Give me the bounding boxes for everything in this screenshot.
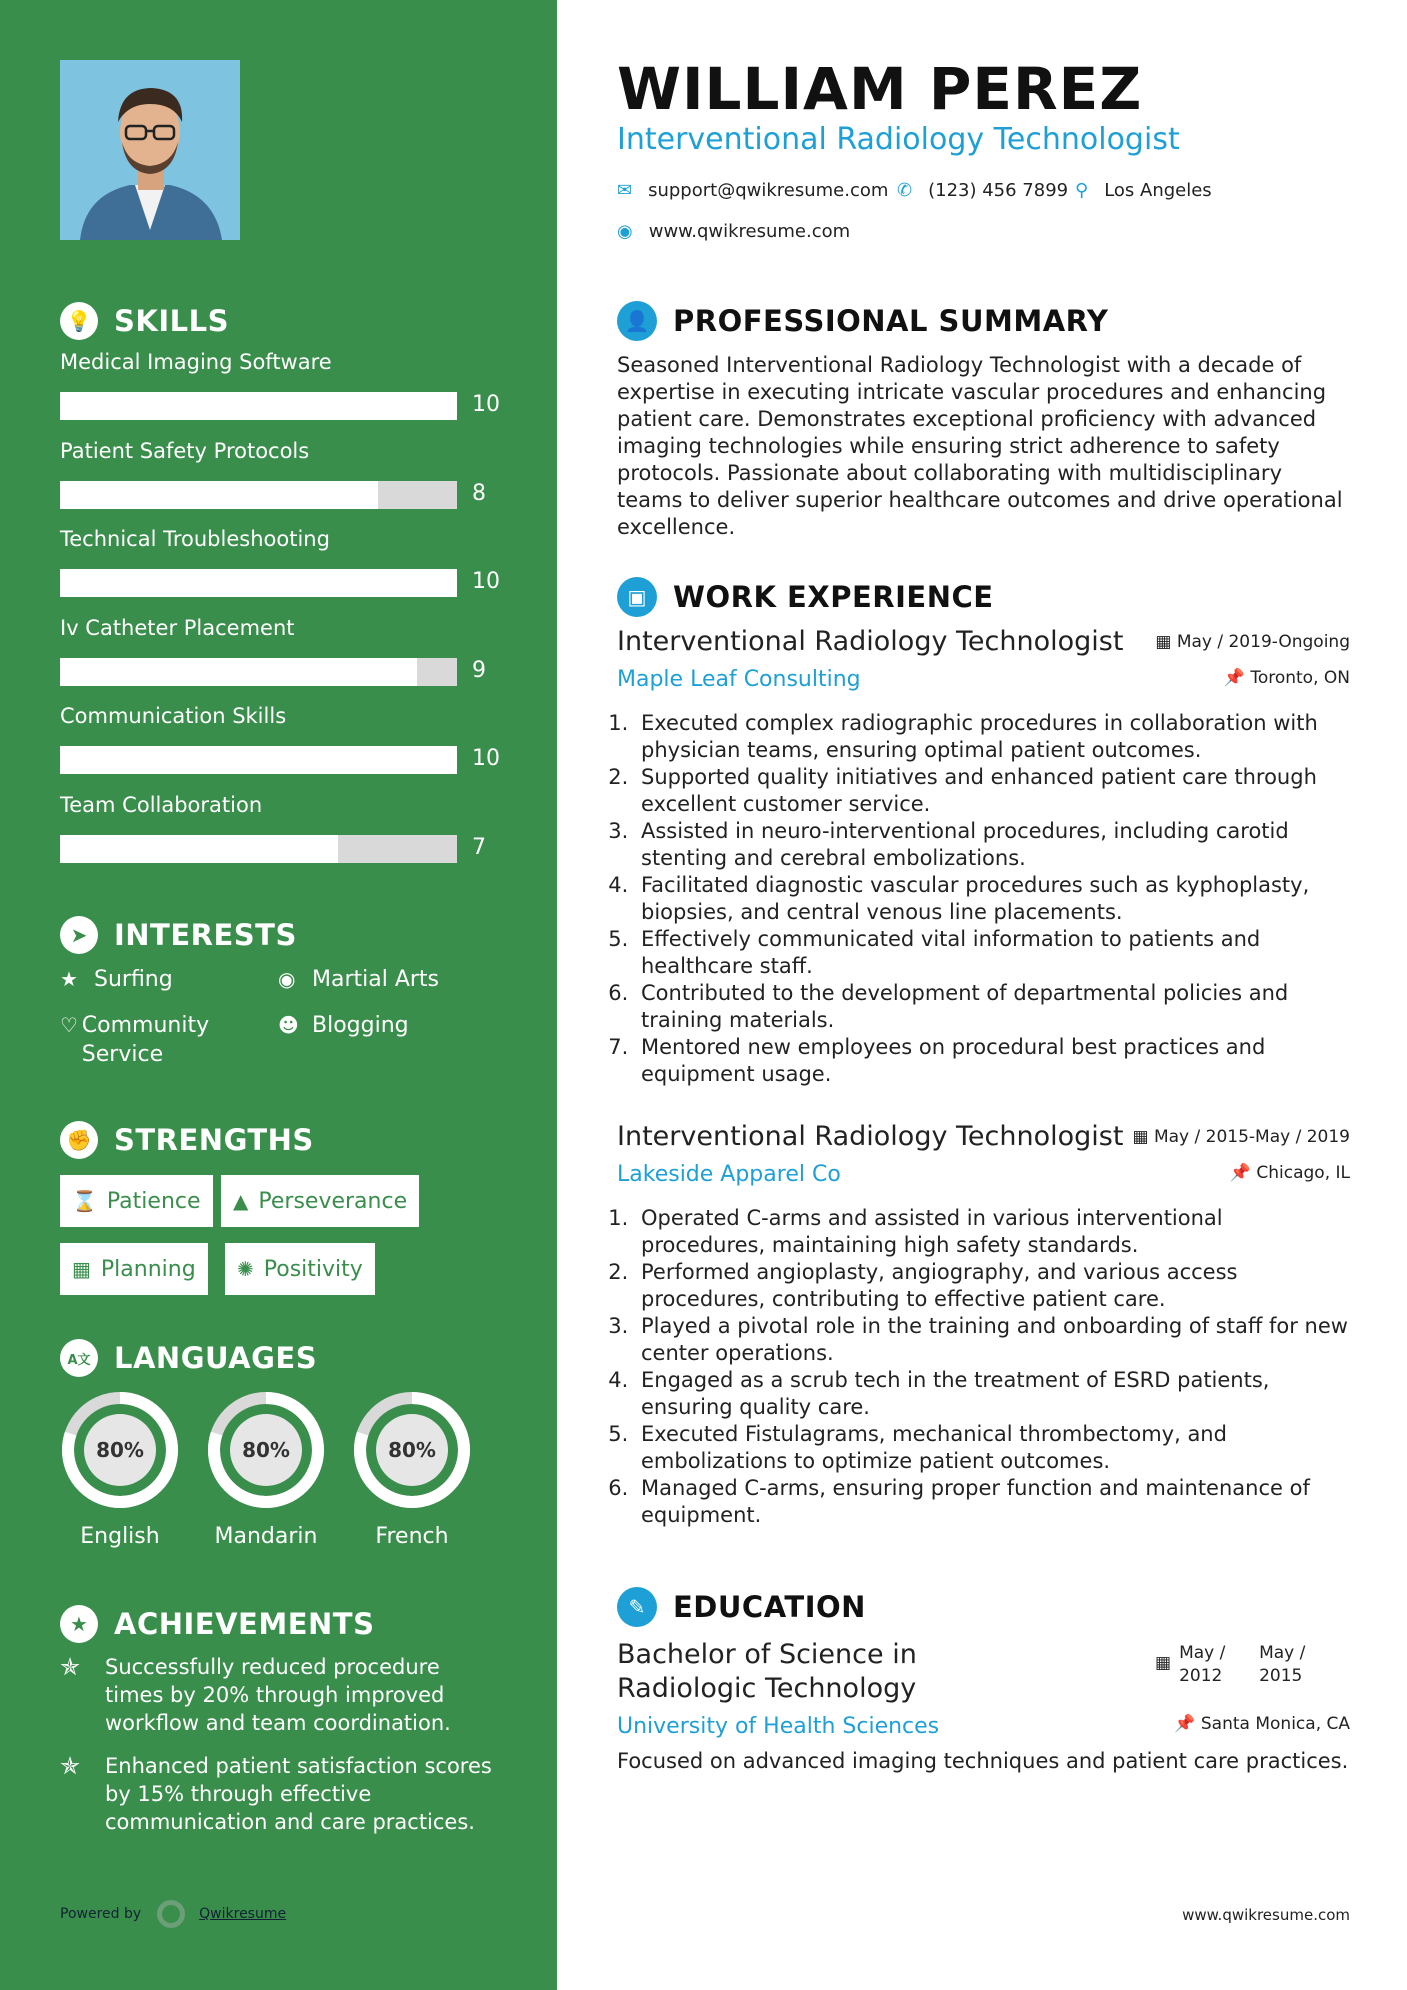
skill-bar-fill (60, 658, 417, 686)
job-dates (1133, 1127, 1351, 1147)
contact-website[interactable] (617, 221, 850, 242)
skill-item (60, 704, 500, 771)
language-percent: 80% (96, 1438, 144, 1462)
hourglass-icon: ⌛ (72, 1189, 97, 1213)
job-location (1230, 1163, 1350, 1183)
skill-item (60, 793, 500, 860)
star-icon: ★ (60, 967, 78, 991)
skill-bar-fill (60, 835, 338, 863)
language-name: French (375, 1524, 449, 1549)
strength-tag (225, 1243, 375, 1295)
interests-header (60, 916, 297, 954)
language-name: Mandarin (214, 1524, 318, 1549)
job-bullets (617, 710, 1350, 1088)
experience-header (617, 577, 994, 617)
paper-plane-icon: ➤ (60, 916, 98, 954)
qwikresume-logo-icon (157, 1900, 185, 1928)
calendar-icon: ▦ (1155, 632, 1177, 652)
language-icon: A文 (60, 1339, 98, 1377)
user-icon: 👤 (617, 301, 657, 341)
skill-value: 7 (472, 835, 486, 860)
company-name: Lakeside Apparel Co (617, 1162, 841, 1187)
summary-text: Seasoned Interventional Radiology Technologist with a decade of expertise in executing intricate vascular procedures and enhancing patient care. Demonstrates exceptional proficiency with advanced imaging technologies while ensuring strict adherence to safety protocols. Passionate about collaborating with multidisciplinary teams to deliver superior healthcare outcomes and drive operational excellence. (617, 353, 1343, 539)
skill-bar-fill (60, 392, 457, 420)
job-location (1224, 668, 1350, 688)
job-dates-text: May / 2019-Ongoing (1176, 632, 1350, 652)
languages-title: LANGUAGES (114, 1341, 318, 1375)
strength-tag (60, 1243, 208, 1295)
job-bullet: 1. Executed complex radiographic procedures in collaboration with physician teams, ensuring optimal patient outcomes. (635, 710, 1350, 764)
interest-item (60, 965, 260, 994)
email-text: support@qwikresume.com (648, 180, 889, 201)
language-ring (204, 1388, 328, 1512)
job-bullet: 4. Facilitated diagnostic vascular procedures such as kyphoplasty, biopsies, and central venous line placements. (635, 872, 1350, 926)
road-icon: ▲ (233, 1189, 249, 1213)
group-icon: ☻ (278, 1013, 299, 1037)
job-dates (1155, 632, 1350, 652)
achievement-text: Enhanced patient satisfaction scores by 15% through effective communication and care practices. (105, 1754, 492, 1834)
education-title: EDUCATION (673, 1590, 866, 1624)
calendar-icon: ▦ (1132, 1127, 1154, 1147)
skill-bar-track (60, 746, 457, 774)
phone-text: (123) 456 7899 (928, 180, 1069, 201)
job-bullet: 5. Effectively communicated vital information to patients and healthcare staff. (635, 926, 1350, 980)
skill-bar-fill (60, 481, 378, 509)
profile-photo (60, 60, 240, 240)
sun-icon: ✺ (237, 1257, 254, 1281)
skill-bar-track (60, 835, 457, 863)
interest-item (60, 1011, 220, 1069)
job-location-text: Toronto, ON (1250, 668, 1350, 688)
skill-name: Iv Catheter Placement (60, 616, 295, 640)
education-start: May / 2012 (1179, 1643, 1226, 1686)
job-location-text: Chicago, IL (1256, 1163, 1350, 1183)
graduation-icon: ✎ (617, 1587, 657, 1627)
interest-item (278, 965, 498, 994)
education-entry (617, 1638, 1350, 1773)
skill-item (60, 350, 500, 417)
language-item (58, 1388, 182, 1549)
skill-name: Technical Troubleshooting (60, 527, 330, 551)
job-bullet: 3. Played a pivotal role in the training and onboarding of staff for new center operations. (635, 1313, 1350, 1367)
summary-title: PROFESSIONAL SUMMARY (673, 304, 1109, 338)
strength-label: Planning (100, 1256, 196, 1282)
skill-value: 10 (472, 569, 500, 594)
languages-header (60, 1339, 317, 1377)
education-end: May / 2015 (1259, 1643, 1306, 1686)
skill-bar-track (60, 392, 457, 420)
job-title: Interventional Radiology Technologist (617, 626, 1124, 657)
job-title: Interventional Radiology Technologist (617, 1121, 1124, 1152)
skills-header (60, 302, 229, 340)
job-bullet: 7. Mentored new employees on procedural best practices and equipment usage. (635, 1034, 1350, 1088)
envelope-icon: ✉ (617, 180, 633, 201)
job-bullet: 6. Managed C-arms, ensuring proper function and maintenance of equipment. (635, 1475, 1350, 1529)
education-description: Focused on advanced imaging techniques and patient care practices. (617, 1749, 1349, 1773)
language-item (204, 1388, 328, 1549)
interest-label: Community Service (81, 1013, 210, 1067)
job-bullet: 2. Supported quality initiatives and enhanced patient care through excellent customer service. (635, 764, 1350, 818)
job-bullet: 5. Executed Fistulagrams, mechanical thrombectomy, and embolizations to optimize patient outcomes. (635, 1421, 1350, 1475)
skill-name: Communication Skills (60, 704, 287, 728)
interest-label: Blogging (312, 1013, 409, 1038)
achievement-item (60, 1752, 500, 1836)
company-name: Maple Leaf Consulting (617, 667, 861, 692)
education-location-text: Santa Monica, CA (1200, 1714, 1350, 1734)
pin-icon: 📌 (1223, 668, 1251, 688)
trophy-star-icon: ★ (60, 1605, 98, 1643)
powered-by (60, 1900, 286, 1928)
calendar-icon: ▦ (1155, 1653, 1172, 1673)
star-icon: ✯ (60, 1752, 81, 1780)
calendar-icon: ▦ (72, 1257, 91, 1281)
skill-name: Patient Safety Protocols (60, 439, 310, 463)
strengths-title: STRENGTHS (114, 1123, 314, 1157)
skill-bar-fill (60, 746, 457, 774)
skill-value: 10 (472, 392, 500, 417)
skill-value: 8 (472, 481, 486, 506)
map-pin-icon: ⚲ (1075, 180, 1089, 201)
language-percent: 80% (388, 1438, 436, 1462)
job-entry (617, 1121, 1350, 1529)
footer-url[interactable]: www.qwikresume.com (1182, 1906, 1350, 1924)
pin-icon: 📌 (1174, 1714, 1201, 1734)
skill-name: Team Collaboration (60, 793, 263, 817)
briefcase-icon: ▣ (617, 577, 657, 617)
skill-name: Medical Imaging Software (60, 350, 332, 374)
location-text: Los Angeles (1104, 180, 1212, 201)
contact-phone[interactable] (897, 180, 1068, 201)
powered-by-label: Powered by (60, 1906, 142, 1922)
job-entry (617, 626, 1350, 1088)
strength-label: Patience (106, 1188, 201, 1214)
achievements-title: ACHIEVEMENTS (114, 1607, 375, 1641)
contact-email[interactable] (617, 180, 888, 201)
school-name: University of Health Sciences (617, 1714, 940, 1739)
contact-location (1075, 180, 1212, 201)
job-bullet: 4. Engaged as a scrub tech in the treatment of ESRD patients, ensuring quality care. (635, 1367, 1350, 1421)
job-bullet: 2. Performed angioplasty, angiography, and various access procedures, contributing to effective patient care. (635, 1259, 1350, 1313)
strength-label: Positivity (263, 1256, 363, 1282)
language-item (350, 1388, 474, 1549)
hand-icon: ♡ (60, 1013, 78, 1037)
language-name: English (80, 1524, 160, 1549)
sidebar (0, 0, 557, 1990)
experience-title: WORK EXPERIENCE (673, 580, 994, 614)
brand-link[interactable]: Qwikresume (199, 1906, 287, 1922)
interest-label: Martial Arts (312, 967, 440, 992)
language-ring (58, 1388, 182, 1512)
degree-title: Bachelor of Science in Radiologic Technology (617, 1639, 917, 1704)
job-dates-text: May / 2015-May / 2019 (1153, 1127, 1350, 1147)
candidate-title: Interventional Radiology Technologist (617, 122, 1180, 157)
website-text: www.qwikresume.com (648, 221, 851, 242)
achievement-text: Successfully reduced procedure times by 20% through improved workflow and team coordination. (105, 1655, 451, 1735)
education-header (617, 1587, 866, 1627)
skills-title: SKILLS (114, 304, 229, 338)
language-ring (350, 1388, 474, 1512)
language-percent: 80% (242, 1438, 290, 1462)
candidate-name: WILLIAM PEREZ (617, 55, 1143, 123)
skill-value: 10 (472, 746, 500, 771)
skill-bar-fill (60, 569, 457, 597)
lightbulb-icon: 💡 (60, 302, 98, 340)
globe-icon: ◉ (617, 221, 633, 242)
interest-label: Surfing (94, 967, 173, 992)
skill-bar-track (60, 658, 457, 686)
skill-item (60, 439, 500, 506)
skill-item (60, 616, 500, 683)
interests-title: INTERESTS (114, 918, 297, 952)
phone-icon: ✆ (897, 180, 913, 201)
job-bullet: 1. Operated C-arms and assisted in various interventional procedures, maintaining high safety standards. (635, 1205, 1350, 1259)
education-location (1174, 1714, 1350, 1734)
interest-item (278, 1011, 498, 1040)
skill-item (60, 527, 500, 594)
strength-tag (60, 1175, 213, 1227)
job-bullet: 3. Assisted in neuro-interventional procedures, including carotid stenting and cerebral embolizations. (635, 818, 1350, 872)
strengths-header (60, 1121, 314, 1159)
education-dates (1155, 1642, 1309, 1688)
pin-icon: 📌 (1229, 1163, 1257, 1183)
globe-icon: ◉ (278, 967, 296, 991)
job-bullet: 6. Contributed to the development of departmental policies and training materials. (635, 980, 1350, 1034)
skill-bar-track (60, 481, 457, 509)
job-bullets (617, 1205, 1350, 1529)
achievement-item (60, 1653, 500, 1737)
achievements-header (60, 1605, 374, 1643)
skill-bar-track (60, 569, 457, 597)
summary-header (617, 301, 1108, 341)
skill-value: 9 (472, 658, 486, 683)
strength-tag (221, 1175, 419, 1227)
strength-label: Perseverance (258, 1188, 408, 1214)
fist-icon: ✊ (60, 1121, 98, 1159)
star-icon: ✯ (60, 1653, 81, 1681)
